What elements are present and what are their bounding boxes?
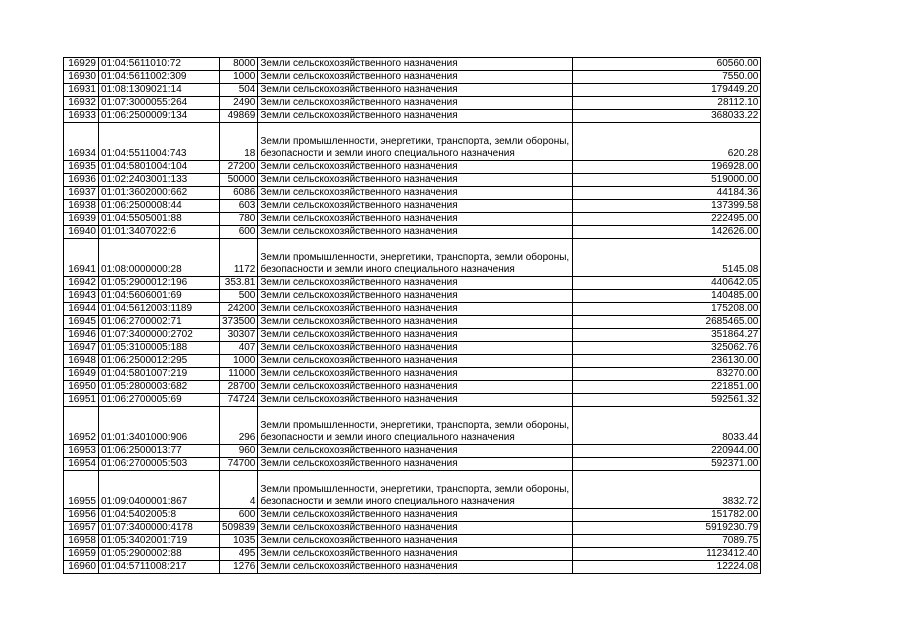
area-cell: 1000: [220, 71, 258, 84]
row-number-cell: 16930: [64, 71, 99, 84]
table-row: [64, 458, 761, 471]
area-cell: 50000: [220, 174, 258, 187]
cadastral-value-cell: 196928.00: [573, 161, 761, 174]
cadastral-number-cell: 01:01:3602000:662: [99, 187, 220, 200]
cadastral-value-cell: 5919230.79: [573, 522, 761, 535]
table-row: [64, 355, 761, 368]
land-category-cell: Земли сельскохозяйственного назначения: [258, 200, 573, 213]
cadastral-value-cell: 142626.00: [573, 226, 761, 239]
cadastral-value-cell: 179449.20: [573, 84, 761, 97]
table-row: [64, 535, 761, 548]
cadastral-value-cell: 12224.08: [573, 561, 761, 574]
area-cell: 8000: [220, 58, 258, 71]
cadastral-value-cell: 44184.36: [573, 187, 761, 200]
table-row: [64, 213, 761, 226]
cadastral-number-cell: 01:07:3400000:2702: [99, 329, 220, 342]
area-cell: 407: [220, 342, 258, 355]
cadastral-number-cell: 01:04:5402005:8: [99, 509, 220, 522]
row-number-cell: 16942: [64, 277, 99, 290]
cadastral-number-cell: 01:06:2500008:44: [99, 200, 220, 213]
table-row: [64, 548, 761, 561]
table-row: [64, 97, 761, 110]
row-number-cell: 16940: [64, 226, 99, 239]
cadastral-value-cell: 83270.00: [573, 368, 761, 381]
cadastral-number-cell: 01:06:2500009:134: [99, 110, 220, 123]
cadastral-value-cell: 140485.00: [573, 290, 761, 303]
area-cell: 1172: [220, 239, 258, 277]
row-number-cell: 16954: [64, 458, 99, 471]
cadastral-number-cell: 01:05:3100005:188: [99, 342, 220, 355]
area-cell: 74724: [220, 394, 258, 407]
row-number-cell: 16933: [64, 110, 99, 123]
area-cell: 74700: [220, 458, 258, 471]
land-category-cell: Земли сельскохозяйственного назначения: [258, 381, 573, 394]
land-category-cell: Земли сельскохозяйственного назначения: [258, 329, 573, 342]
table-row: [64, 342, 761, 355]
cadastral-value-cell: 220944.00: [573, 445, 761, 458]
row-number-cell: 16948: [64, 355, 99, 368]
table-row: [64, 174, 761, 187]
cadastral-number-cell: 01:05:2800003:682: [99, 381, 220, 394]
table-row: [64, 277, 761, 290]
cadastral-number-cell: 01:06:2500013:77: [99, 445, 220, 458]
row-number-cell: 16939: [64, 213, 99, 226]
cadastral-number-cell: 01:05:2900012:196: [99, 277, 220, 290]
land-category-cell: Земли сельскохозяйственного назначения: [258, 97, 573, 110]
cadastral-value-cell: 236130.00: [573, 355, 761, 368]
area-cell: 1035: [220, 535, 258, 548]
cadastral-value-cell: 28112.10: [573, 97, 761, 110]
land-category-cell: Земли сельскохозяйственного назначения: [258, 548, 573, 561]
cadastral-number-cell: 01:04:5711008:217: [99, 561, 220, 574]
row-number-cell: 16953: [64, 445, 99, 458]
land-category-cell: Земли сельскохозяйственного назначения: [258, 303, 573, 316]
area-cell: 960: [220, 445, 258, 458]
land-category-cell: Земли сельскохозяйственного назначения: [258, 290, 573, 303]
land-category-cell: Земли промышленности, энергетики, транспорта, земли обороны, безопасности и земли иного специального назначения: [258, 471, 573, 509]
cadastral-number-cell: 01:04:5801004:104: [99, 161, 220, 174]
row-number-cell: 16943: [64, 290, 99, 303]
area-cell: 1000: [220, 355, 258, 368]
row-number-cell: 16938: [64, 200, 99, 213]
cadastral-value-cell: 8033.44: [573, 407, 761, 445]
land-category-cell: Земли сельскохозяйственного назначения: [258, 394, 573, 407]
table-row: [64, 329, 761, 342]
table-body: [64, 58, 761, 574]
cadastral-value-cell: 60560.00: [573, 58, 761, 71]
land-category-cell: Земли сельскохозяйственного назначения: [258, 110, 573, 123]
cadastral-number-cell: 01:04:5611010:72: [99, 58, 220, 71]
cadastral-value-cell: 151782.00: [573, 509, 761, 522]
area-cell: 500: [220, 290, 258, 303]
cadastral-value-cell: 3832.72: [573, 471, 761, 509]
row-number-cell: 16957: [64, 522, 99, 535]
cadastral-number-cell: 01:07:3000055:264: [99, 97, 220, 110]
land-category-cell: Земли сельскохозяйственного назначения: [258, 58, 573, 71]
land-category-cell: Земли сельскохозяйственного назначения: [258, 161, 573, 174]
land-category-cell: Земли сельскохозяйственного назначения: [258, 84, 573, 97]
table-row: [64, 84, 761, 97]
table-row: [64, 58, 761, 71]
row-number-cell: 16956: [64, 509, 99, 522]
table-row: [64, 471, 761, 509]
land-category-cell: Земли сельскохозяйственного назначения: [258, 174, 573, 187]
table-row: [64, 290, 761, 303]
land-category-cell: Земли сельскохозяйственного назначения: [258, 213, 573, 226]
row-number-cell: 16947: [64, 342, 99, 355]
cadastral-value-cell: 325062.76: [573, 342, 761, 355]
row-number-cell: 16958: [64, 535, 99, 548]
area-cell: 49869: [220, 110, 258, 123]
cadastral-number-cell: 01:04:5606001:69: [99, 290, 220, 303]
cadastral-number-cell: 01:05:2900002:88: [99, 548, 220, 561]
row-number-cell: 16935: [64, 161, 99, 174]
cadastral-number-cell: 01:05:3402001:719: [99, 535, 220, 548]
cadastral-value-cell: 222495.00: [573, 213, 761, 226]
area-cell: 30307: [220, 329, 258, 342]
area-cell: 1276: [220, 561, 258, 574]
area-cell: 6086: [220, 187, 258, 200]
cadastral-number-cell: 01:08:0000000:28: [99, 239, 220, 277]
row-number-cell: 16955: [64, 471, 99, 509]
row-number-cell: 16945: [64, 316, 99, 329]
cadastral-value-cell: 592561.32: [573, 394, 761, 407]
cadastral-value-cell: 620.28: [573, 123, 761, 161]
table-row: [64, 509, 761, 522]
area-cell: 27200: [220, 161, 258, 174]
cadastral-value-cell: 440642.05: [573, 277, 761, 290]
land-parcels-table: [63, 57, 761, 574]
land-category-cell: Земли сельскохозяйственного назначения: [258, 355, 573, 368]
land-category-cell: Земли промышленности, энергетики, транспорта, земли обороны, безопасности и земли иного специального назначения: [258, 407, 573, 445]
table-row: [64, 110, 761, 123]
cadastral-value-cell: 221851.00: [573, 381, 761, 394]
land-category-cell: Земли промышленности, энергетики, транспорта, земли обороны, безопасности и земли иного специального назначения: [258, 123, 573, 161]
area-cell: 373500: [220, 316, 258, 329]
row-number-cell: 16934: [64, 123, 99, 161]
row-number-cell: 16929: [64, 58, 99, 71]
table-row: [64, 316, 761, 329]
table-row: [64, 394, 761, 407]
row-number-cell: 16937: [64, 187, 99, 200]
table-row: [64, 407, 761, 445]
land-category-cell: Земли промышленности, энергетики, транспорта, земли обороны, безопасности и земли иного специального назначения: [258, 239, 573, 277]
area-cell: 28700: [220, 381, 258, 394]
cadastral-number-cell: 01:06:2700005:69: [99, 394, 220, 407]
land-category-cell: Земли сельскохозяйственного назначения: [258, 226, 573, 239]
row-number-cell: 16936: [64, 174, 99, 187]
cadastral-value-cell: 175208.00: [573, 303, 761, 316]
cadastral-number-cell: 01:04:5611002:309: [99, 71, 220, 84]
table-row: [64, 123, 761, 161]
row-number-cell: 16932: [64, 97, 99, 110]
cadastral-number-cell: 01:06:2700005:503: [99, 458, 220, 471]
area-cell: 780: [220, 213, 258, 226]
land-category-cell: Земли сельскохозяйственного назначения: [258, 561, 573, 574]
area-cell: 600: [220, 509, 258, 522]
cadastral-number-cell: 01:01:3407022:6: [99, 226, 220, 239]
spreadsheet-page: [63, 57, 761, 574]
land-category-cell: Земли сельскохозяйственного назначения: [258, 368, 573, 381]
table-row: [64, 226, 761, 239]
row-number-cell: 16931: [64, 84, 99, 97]
cadastral-value-cell: 592371.00: [573, 458, 761, 471]
table-row: [64, 239, 761, 277]
cadastral-value-cell: 1123412.40: [573, 548, 761, 561]
cadastral-value-cell: 519000.00: [573, 174, 761, 187]
area-cell: 495: [220, 548, 258, 561]
area-cell: 600: [220, 226, 258, 239]
area-cell: 2490: [220, 97, 258, 110]
land-category-cell: Земли сельскохозяйственного назначения: [258, 277, 573, 290]
cadastral-value-cell: 137399.58: [573, 200, 761, 213]
land-category-cell: Земли сельскохозяйственного назначения: [258, 522, 573, 535]
cadastral-value-cell: 351864.27: [573, 329, 761, 342]
cadastral-value-cell: 7550.00: [573, 71, 761, 84]
cadastral-number-cell: 01:07:3400000:4178: [99, 522, 220, 535]
table-row: [64, 161, 761, 174]
row-number-cell: 16944: [64, 303, 99, 316]
cadastral-number-cell: 01:04:5505001:88: [99, 213, 220, 226]
row-number-cell: 16959: [64, 548, 99, 561]
row-number-cell: 16960: [64, 561, 99, 574]
row-number-cell: 16952: [64, 407, 99, 445]
land-category-cell: Земли сельскохозяйственного назначения: [258, 458, 573, 471]
row-number-cell: 16941: [64, 239, 99, 277]
cadastral-number-cell: 01:02:2403001:133: [99, 174, 220, 187]
area-cell: 603: [220, 200, 258, 213]
land-category-cell: Земли сельскохозяйственного назначения: [258, 342, 573, 355]
table-row: [64, 200, 761, 213]
cadastral-number-cell: 01:04:5801007:219: [99, 368, 220, 381]
table-row: [64, 71, 761, 84]
row-number-cell: 16950: [64, 381, 99, 394]
area-cell: 18: [220, 123, 258, 161]
land-category-cell: Земли сельскохозяйственного назначения: [258, 71, 573, 84]
table-row: [64, 522, 761, 535]
area-cell: 353.81: [220, 277, 258, 290]
land-category-cell: Земли сельскохозяйственного назначения: [258, 509, 573, 522]
cadastral-value-cell: 7089.75: [573, 535, 761, 548]
cadastral-number-cell: 01:01:3401000:906: [99, 407, 220, 445]
land-category-cell: Земли сельскохозяйственного назначения: [258, 445, 573, 458]
area-cell: 11000: [220, 368, 258, 381]
cadastral-value-cell: 5145.08: [573, 239, 761, 277]
land-category-cell: Земли сельскохозяйственного назначения: [258, 316, 573, 329]
cadastral-number-cell: 01:09:0400001:867: [99, 471, 220, 509]
cadastral-number-cell: 01:04:5511004:743: [99, 123, 220, 161]
land-category-cell: Земли сельскохозяйственного назначения: [258, 535, 573, 548]
cadastral-value-cell: 368033.22: [573, 110, 761, 123]
area-cell: 4: [220, 471, 258, 509]
table-row: [64, 381, 761, 394]
table-row: [64, 303, 761, 316]
area-cell: 509839: [220, 522, 258, 535]
row-number-cell: 16951: [64, 394, 99, 407]
land-category-cell: Земли сельскохозяйственного назначения: [258, 187, 573, 200]
cadastral-number-cell: 01:04:5612003:1189: [99, 303, 220, 316]
area-cell: 296: [220, 407, 258, 445]
table-row: [64, 368, 761, 381]
table-row: [64, 445, 761, 458]
row-number-cell: 16946: [64, 329, 99, 342]
cadastral-value-cell: 2685465.00: [573, 316, 761, 329]
cadastral-number-cell: 01:08:1309021:14: [99, 84, 220, 97]
table-row: [64, 561, 761, 574]
table-row: [64, 187, 761, 200]
cadastral-number-cell: 01:06:2500012:295: [99, 355, 220, 368]
area-cell: 24200: [220, 303, 258, 316]
row-number-cell: 16949: [64, 368, 99, 381]
cadastral-number-cell: 01:06:2700002:71: [99, 316, 220, 329]
area-cell: 504: [220, 84, 258, 97]
